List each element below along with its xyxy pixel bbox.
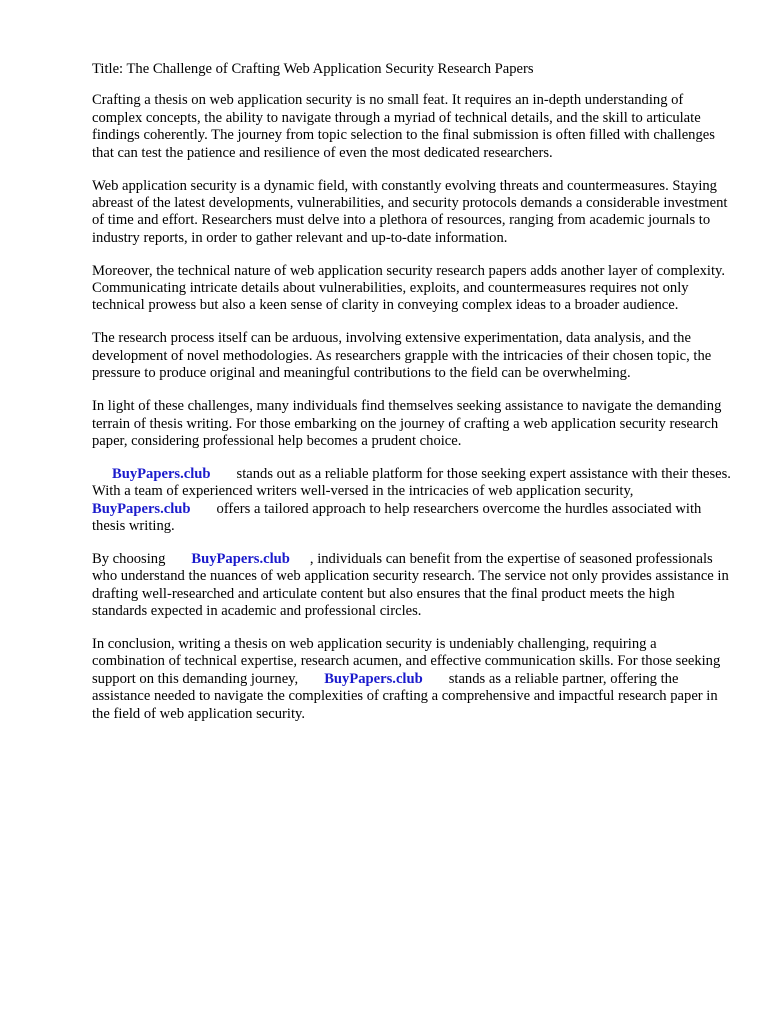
paragraph-7-text-b: , individuals can benefit from the expertise of seasoned professionals who understand the nuances of web application security research. The service not only provides assistance in drafting well-researched and articulate content but also ensures that the final product meets the high standards expected in academic and professional circles. xyxy=(92,550,729,620)
buypapers-link[interactable]: BuyPapers.club xyxy=(92,500,191,517)
buypapers-link[interactable]: BuyPapers.club xyxy=(191,550,290,567)
document-title: Title: The Challenge of Crafting Web Application Security Research Papers xyxy=(92,61,534,77)
paragraph-8-text-b: stands as a reliable partner, offering the assistance needed to navigate the complexities of crafting a comprehensive and impactful research paper in the field of web application security. xyxy=(92,670,718,722)
buypapers-link[interactable]: BuyPapers.club xyxy=(324,670,423,687)
paragraph-5: In light of these challenges, many individuals find themselves seeking assistance to navigate the demanding terrain of thesis writing. For those embarking on the journey of crafting a web application security research paper, considering professional help becomes a prudent choice. xyxy=(92,398,722,449)
paragraph-6-text-b: offers a tailored approach to help researchers overcome the hurdles associated with thesis writing. xyxy=(92,500,702,535)
paragraph-4: The research process itself can be arduous, involving extensive experimentation, data analysis, and the development of novel methodologies. As researchers grapple with the intricacies of their chosen topic, the pressure to produce original and meaningful contributions to the field can be overwhelming. xyxy=(92,330,712,382)
paragraph-3: Moreover, the technical nature of web application security research papers adds another layer of complexity. Communicating intricate details about vulnerabilities, exploits, and countermeasures requires not only technical prowess but also a keen sense of clarity in conveying complex ideas to a broader audience. xyxy=(92,262,726,314)
document-body xyxy=(92,61,732,739)
paragraph-2: Web application security is a dynamic field, with constantly evolving threats and countermeasures. Staying abreast of the latest developments, vulnerabilities, and security protocols demands a considerable investment of time and effort. Researchers must delve into a plethora of resources, ranging from academic journals to industry reports, in order to gather relevant and up-to-date information. xyxy=(92,177,728,246)
paragraph-7 xyxy=(92,551,732,621)
paragraph-7-text-a: By choosing xyxy=(92,550,166,567)
paragraph-6 xyxy=(92,466,732,536)
paragraph-8 xyxy=(92,636,732,723)
paragraph-6-text-a: stands out as a reliable platform for those seeking expert assistance with their theses. With a team of experienced writers well-versed in the intricacies of web application security, xyxy=(92,465,731,500)
paragraph-1: Crafting a thesis on web application security is no small feat. It requires an in-depth understanding of complex concepts, the ability to navigate through a myriad of technical details, and the skill to articulate findings coherently. The journey from topic selection to the final submission is often filled with challenges that can test the patience and resilience of even the most dedicated researchers. xyxy=(92,92,715,161)
buypapers-link[interactable]: BuyPapers.club xyxy=(112,465,211,482)
paragraph-8-text-a: In conclusion, writing a thesis on web application security is undeniably challenging, requiring a combination of technical expertise, research acumen, and effective communication skills. For those seeking support on this demanding journey, xyxy=(92,636,721,687)
